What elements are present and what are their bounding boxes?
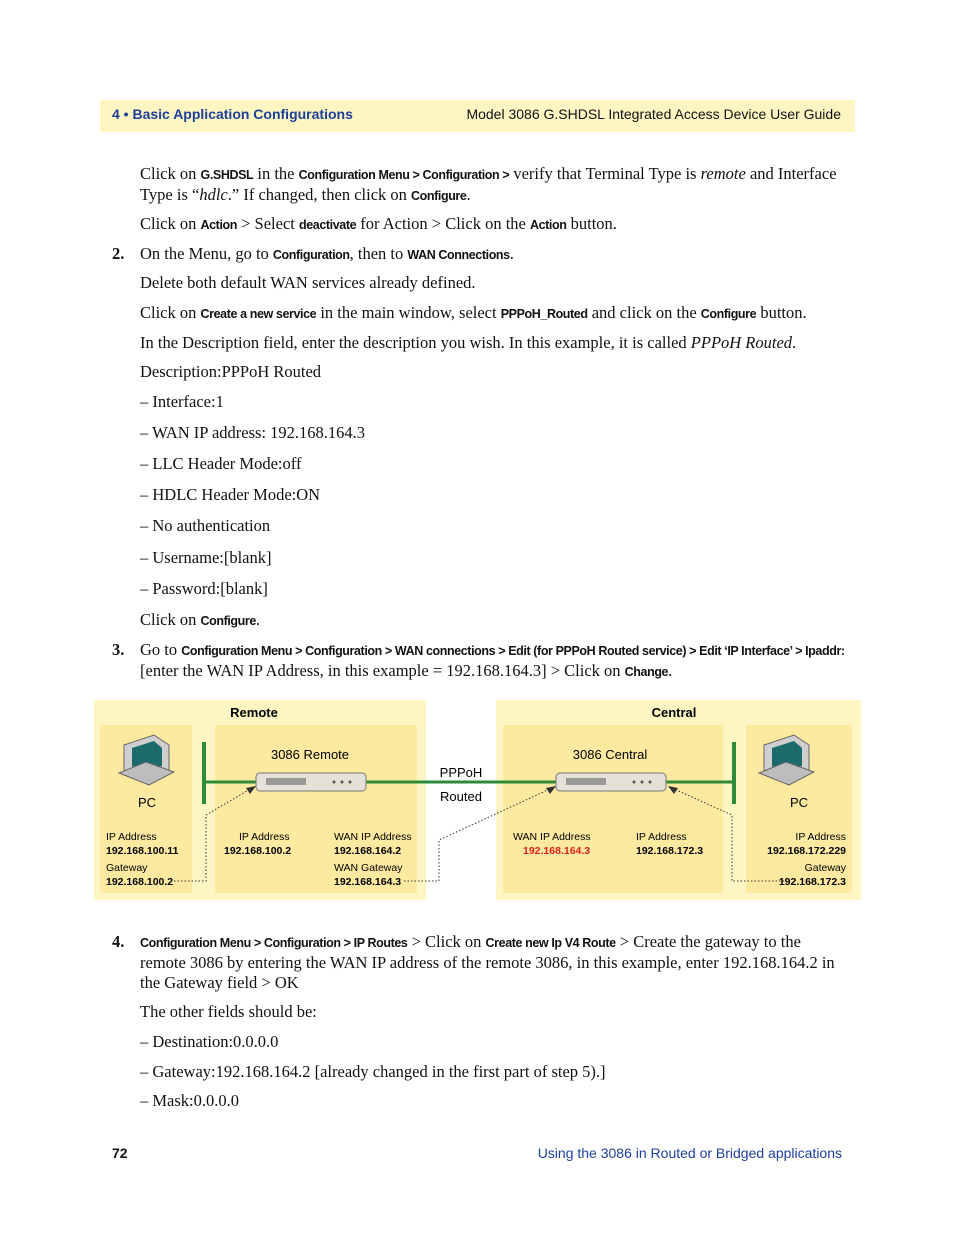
router-remote-icon	[256, 773, 366, 791]
list-item: – HDLC Header Mode:ON	[140, 485, 321, 504]
step-number: 2.	[112, 244, 125, 263]
addr-value: 192.168.100.2	[224, 845, 292, 857]
addr-value: 192.168.100.2	[106, 876, 174, 888]
addr-label: IP Address	[106, 831, 157, 843]
list-item: – Destination:0.0.0.0	[140, 1032, 279, 1051]
paragraph-description: In the Description field, enter the description you wish. In this example, it is called PPPoH Routed.	[140, 333, 797, 352]
guide-title: Model 3086 G.SHDSL Integrated Access Device User Guide	[466, 106, 841, 122]
link-label: Routed	[440, 789, 482, 804]
addr-label: IP Address	[795, 831, 846, 843]
step-3-text: Go to Configuration Menu > Configuration > WAN connections > Edit (for PPPoH Routed service) > Edit ‘IP Interface’ > Ipaddr: [enter the WAN IP Address, in this example = 192.168.164.3] > Click on Change.	[140, 640, 845, 680]
device-label-central: 3086 Central	[572, 747, 648, 762]
list-item: – Password:[blank]	[140, 579, 268, 598]
ui-ref: Configure	[700, 307, 757, 321]
paragraph-create-service: Click on Create a new service in the main window, select PPPoH_Routed and click on the Configure button.	[140, 303, 807, 322]
ui-ref: Create a new service	[200, 307, 317, 321]
addr-value: 192.168.164.3	[334, 876, 402, 888]
chapter-title: 4 • Basic Application Configurations	[112, 106, 353, 122]
list-item: – Interface:1	[140, 392, 224, 411]
addr-value-highlight: 192.168.164.3	[523, 845, 591, 857]
pc-label-left: PC	[137, 795, 157, 810]
ui-ref: Create new Ip V4 Route	[485, 936, 616, 950]
ui-ref: WAN Connections	[407, 248, 510, 262]
list-item: – Mask:0.0.0.0	[140, 1091, 239, 1110]
list-item: – Username:[blank]	[140, 548, 272, 567]
paragraph-delete: Delete both default WAN services already defined.	[140, 273, 476, 292]
step-4-text: Configuration Menu > Configuration > IP Routes > Click on Create new Ip V4 Route > Create the gateway to the remote 3086 by entering the WAN IP address of the remote 3086, in this example, enter 192.168.164.2 in the Gateway field > OK	[140, 932, 835, 992]
addr-label: IP Address	[239, 831, 290, 843]
ui-ref: Action	[529, 218, 567, 232]
list-item: – No authentication	[140, 516, 271, 535]
list-item: – WAN IP address: 192.168.164.3	[140, 423, 366, 442]
paragraph-action: Click on Action > Select deactivate for Action > Click on the Action button.	[140, 214, 617, 233]
router-central-icon	[556, 773, 666, 791]
footer-section-title: Using the 3086 in Routed or Bridged applications	[537, 1145, 842, 1161]
list-item: – LLC Header Mode:off	[140, 454, 302, 473]
paragraph-gshdsl: Click on G.SHDSL in the Configuration Menu > Configuration > verify that Terminal Type is remote and Interface Type is “hdlc.” If changed, then click on Configure.	[140, 164, 837, 204]
ui-ref: Change	[624, 665, 669, 679]
ui-ref: Configuration Menu > Configuration > WAN connections > Edit (for PPPoH Routed service) > Edit ‘IP Interface’ > Ipaddr:	[181, 644, 845, 658]
addr-label: WAN IP Address	[334, 831, 412, 843]
page-number: 72	[112, 1145, 128, 1161]
pc-label-right: PC	[789, 795, 809, 810]
central-title: Central	[651, 705, 697, 720]
addr-value: 192.168.172.229	[767, 845, 846, 857]
step-number: 4.	[112, 932, 125, 951]
addr-value: 192.168.172.3	[778, 876, 846, 888]
ui-ref: deactivate	[299, 218, 357, 232]
ui-ref: Configure	[200, 614, 256, 628]
list-item: – Gateway:192.168.164.2 [already changed in the first part of step 5).]	[140, 1062, 606, 1081]
paragraph-description-value: Description:PPPoH Routed	[140, 362, 322, 381]
ui-ref: G.SHDSL	[200, 168, 254, 182]
link-label: PPPoH	[439, 765, 483, 780]
ui-ref: Action	[200, 218, 237, 232]
addr-label: Gateway	[106, 862, 148, 874]
addr-label: Gateway	[804, 862, 846, 874]
ui-ref: Configuration Menu > Configuration >	[298, 168, 510, 182]
ui-ref: Configure	[411, 189, 467, 203]
addr-label: WAN Gateway	[334, 862, 403, 874]
addr-label: WAN IP Address	[513, 831, 591, 843]
ui-ref: PPPoH_Routed	[500, 307, 588, 321]
step-number: 3.	[112, 640, 125, 659]
network-diagram	[94, 700, 861, 900]
ui-ref: Configuration Menu > Configuration > IP Routes	[140, 936, 408, 950]
addr-value: 192.168.164.2	[334, 845, 402, 857]
addr-value: 192.168.100.11	[106, 845, 179, 857]
step-2-text: On the Menu, go to Configuration, then to WAN Connections.	[140, 244, 514, 263]
running-header	[100, 100, 855, 132]
device-label-remote: 3086 Remote	[270, 747, 350, 762]
paragraph-click-configure: Click on Configure.	[140, 610, 261, 629]
paragraph-other-fields: The other fields should be:	[140, 1002, 317, 1021]
addr-value: 192.168.172.3	[636, 845, 704, 857]
remote-title: Remote	[230, 705, 278, 720]
ui-ref: Configuration	[272, 248, 350, 262]
addr-label: IP Address	[636, 831, 687, 843]
